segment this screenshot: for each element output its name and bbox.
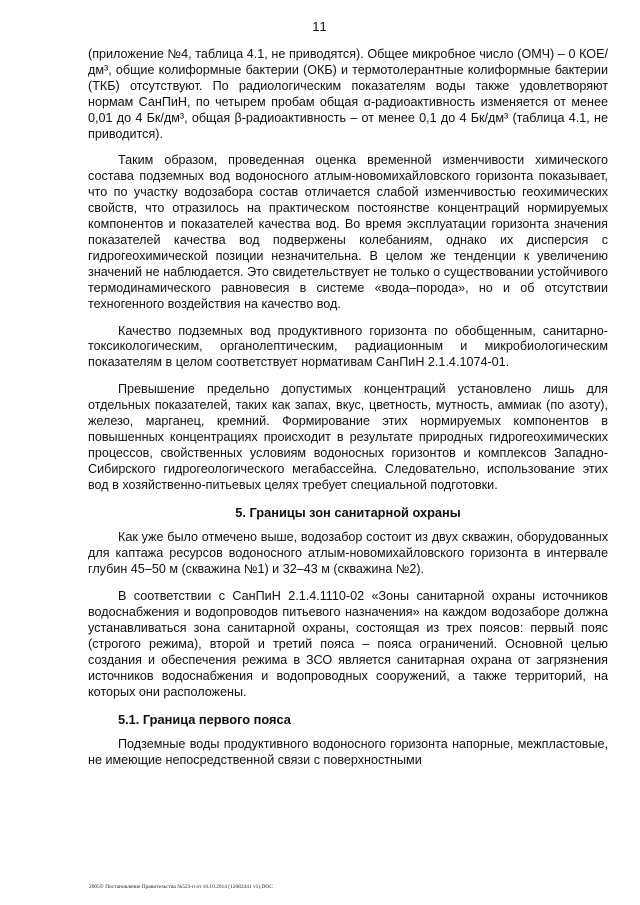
page-number: 11 <box>312 19 328 34</box>
paragraph-exceedance: Превышение предельно допустимых концентраций установлено лишь для отдельных показателей, таких как запах, вкус, цветность, мутность, аммиак (по азоту), железо, марганец, кремний. Формирование этих нормируемых компонентов в повышенных концентрациях происходит в результате природных гидрогеохимических процессов, свойственных условиям водоносных горизонтов и комплексов Западно-Сибирского гидрогеологического мегабассейна. Следовательно, использование этих вод в хозяйственно-питьевых целях требует специальной подготовки. <box>88 382 608 492</box>
section-heading-5-1: 5.1. Граница первого пояса <box>118 711 291 727</box>
paragraph-wells: Как уже было отмечено выше, водозабор состоит из двух скважин, оборудованных для каптажа ресурсов водоносного атлым-новомихайловского горизонта в интервале глубин 45–50 м (скважина №1) и 32–43 м (скважина №2). <box>88 530 608 577</box>
paragraph-quality: Качество подземных вод продуктивного горизонта по обобщенным, санитарно-токсикологическим, органолептическим, радиационным и микробиологическим показателям в целом соответствует нормативам СанПиН 2.1.4.1074-01. <box>88 323 608 370</box>
paragraph-groundwater: Подземные воды продуктивного водоносного горизонта напорные, межпластовые, не имеющие непосредственной связи с поверхностными <box>88 737 608 768</box>
paragraph-conclusion: Таким образом, проведенная оценка временной изменчивости химического состава подземных вод водоносного атлым-новомихайловского горизонта показывает, что по участку водозабора состав отличается слабой изменчивостью геохимических свойств, что отразилось на практическом постоянстве концентраций нормируемых компонентов и показателей качества вод. Во время эксплуатации горизонта значения показателей качества вод подвержены колебаниям, однако их дисперсия с гидрогеохимической позиции незначительна. В целом же тенденции к увеличению значений не наблюдается. Это свидетельствует не только о существовании устойчивого термодинамического равновесия в системе «вода–порода», но и об отсутствии техногенного воздействия на качество вод. <box>88 153 608 311</box>
paragraph-sanpin: В соответствии с СанПиН 2.1.4.1110-02 «Зоны санитарной охраны источников водоснабжения и водопроводов питьевого назначения» на каждом водозаборе должна устанавливаться зона санитарной охраны, состоящая из трех поясов: первый пояс (строгого режима), второй и третий пояса – пояса ограничений. Основной целью создания и обеспечения режима в ЗСО является санитарная охрана от загрязнения источников водоснабжения и водопроводных сооружений, а также территорий, на которых они расположены. <box>88 589 608 699</box>
footer-doc-id: 2005© Постановление Правительства №523-п от 10.10.2014 (12082441 v1).DOC <box>89 884 273 890</box>
paragraph-continuation: (приложение №4, таблица 4.1, не приводятся). Общее микробное число (ОМЧ) – 0 КОЕ/дм³, общие колиформные бактерии (ОКБ) и термотолерантные колиформные бактерии (ТКБ) отсутствуют. По радиологическим показателям воды также удовлетворяют нормам СанПиН, по четырем пробам общая α-радиоактивность изменяется от менее 0,01 до 4 Бк/дм³, общая β-радиоактивность – от менее 0,1 до 4 Бк/дм³ (таблица 4.1, не приводится). <box>88 47 608 141</box>
document-body <box>88 47 608 780</box>
section-heading-5: 5. Границы зон санитарной охраны <box>235 504 461 520</box>
